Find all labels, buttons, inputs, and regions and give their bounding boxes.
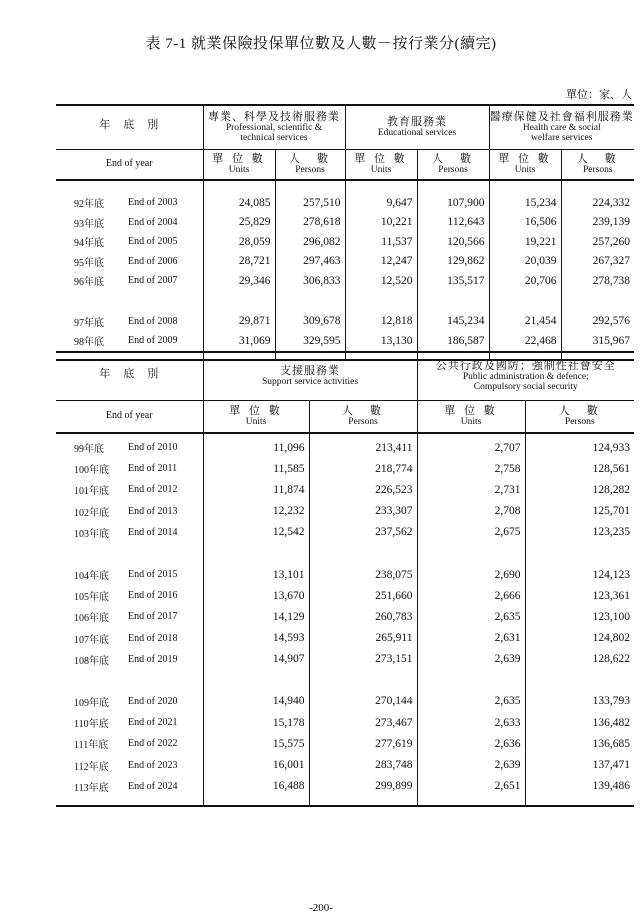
sub-persons-en: Persons xyxy=(348,417,378,428)
row-year-en: End of 2003 xyxy=(128,197,178,209)
cell-value: 2,690 xyxy=(417,564,525,585)
table-row xyxy=(56,712,634,733)
sub-units-zh: 單 位 數 xyxy=(229,405,283,418)
cell-value: 2,639 xyxy=(417,649,525,670)
row-year-zh: 112年底 xyxy=(74,761,109,773)
table-2 xyxy=(56,351,634,446)
cell-value: 12,232 xyxy=(203,501,309,522)
sub-header-persons xyxy=(275,149,345,180)
row-year-zh: 106年底 xyxy=(74,613,109,625)
row-year-en: End of 2006 xyxy=(128,255,178,267)
cell-value: 25,829 xyxy=(203,213,275,233)
table-row xyxy=(56,479,634,500)
table-row xyxy=(56,331,634,351)
cell-value: 13,101 xyxy=(203,564,309,585)
table-row xyxy=(56,606,634,627)
sub-header-persons xyxy=(417,149,489,180)
table-row xyxy=(56,252,634,272)
sub-units-en: Units xyxy=(514,165,536,176)
col-header-education xyxy=(345,105,489,149)
col-header-en1: Professional, scientific & xyxy=(225,122,323,133)
row-year-zh: 98年底 xyxy=(74,337,104,349)
row-year-en: End of 2023 xyxy=(128,759,178,771)
col-header-en2: welfare services xyxy=(531,132,593,143)
col-header-zh: 公共行政及國防；強制性社會安全 xyxy=(435,359,616,372)
col-header-health xyxy=(489,105,634,149)
cell-value: 123,235 xyxy=(525,522,634,543)
sub-persons-en: Persons xyxy=(564,417,595,428)
cell-value: 9,647 xyxy=(345,193,417,213)
row-year-en: End of 2007 xyxy=(128,275,178,287)
col-header-en2: Educational services xyxy=(377,127,457,138)
row-year-en: End of 2012 xyxy=(128,484,178,496)
sub-persons-en: Persons xyxy=(295,165,325,176)
cell-value: 15,575 xyxy=(203,733,309,754)
row-year-zh: 97年底 xyxy=(74,317,104,329)
page-number: -200- xyxy=(309,902,333,914)
cell-value: 277,619 xyxy=(309,733,417,754)
cell-value: 2,731 xyxy=(417,479,525,500)
cell-value: 2,635 xyxy=(417,691,525,712)
col-header-zh: 支援服務業 xyxy=(280,364,340,377)
cell-value: 13,130 xyxy=(345,331,417,351)
row-year-zh: 105年底 xyxy=(74,592,109,604)
row-year-zh: 93年底 xyxy=(74,218,104,230)
sub-header-units xyxy=(417,400,525,433)
table-row xyxy=(56,312,634,332)
cell-value: 2,636 xyxy=(417,733,525,754)
cell-value: 11,537 xyxy=(345,232,417,252)
col-header-zh: 醫療保健及社會福利服務業 xyxy=(489,110,634,123)
cell-value: 233,307 xyxy=(309,501,417,522)
cell-value: 237,562 xyxy=(309,522,417,543)
cell-value: 260,783 xyxy=(309,606,417,627)
table-row xyxy=(56,733,634,754)
row-year-zh: 111年底 xyxy=(74,740,109,752)
cell-value: 13,670 xyxy=(203,585,309,606)
cell-value: 137,471 xyxy=(525,754,634,775)
cell-value: 186,587 xyxy=(417,331,489,351)
cell-value: 297,463 xyxy=(275,252,345,272)
cell-value: 128,561 xyxy=(525,458,634,479)
row-year-en: End of 2018 xyxy=(128,632,178,644)
cell-value: 125,701 xyxy=(525,501,634,522)
row-year-en: End of 2017 xyxy=(128,611,178,623)
sub-persons-zh: 人 數 xyxy=(432,153,474,166)
cell-value: 2,675 xyxy=(417,522,525,543)
cell-value: 329,595 xyxy=(275,331,345,351)
cell-value: 12,520 xyxy=(345,271,417,291)
cell-value: 10,221 xyxy=(345,213,417,233)
row-year-zh: 96年底 xyxy=(74,277,104,289)
col-header-public-admin xyxy=(417,352,634,400)
cell-value: 129,862 xyxy=(417,252,489,272)
row-year-zh: 94年底 xyxy=(74,238,104,250)
cell-value: 139,486 xyxy=(525,776,634,797)
row-year-zh: 110年底 xyxy=(74,719,109,731)
year-header-en-cell xyxy=(56,149,203,180)
row-year-en: End of 2009 xyxy=(128,335,178,347)
cell-value: 213,411 xyxy=(309,437,417,458)
cell-value: 267,327 xyxy=(561,252,634,272)
cell-value: 107,900 xyxy=(417,193,489,213)
sub-persons-zh: 人 數 xyxy=(576,153,619,166)
cell-value: 270,144 xyxy=(309,691,417,712)
sub-persons-zh: 人 數 xyxy=(558,405,601,418)
row-year-en: End of 2005 xyxy=(128,236,178,248)
cell-value: 2,708 xyxy=(417,501,525,522)
sub-units-zh: 單 位 數 xyxy=(212,153,266,166)
row-year-en: End of 2015 xyxy=(128,569,178,581)
col-header-zh: 專業、科學及技術服務業 xyxy=(208,110,340,123)
table-row xyxy=(56,232,634,252)
sub-header-persons xyxy=(309,400,417,433)
col-header-en2: Compulsory social security xyxy=(473,381,578,392)
cell-value: 19,221 xyxy=(489,232,561,252)
cell-value: 12,542 xyxy=(203,522,309,543)
cell-value: 28,721 xyxy=(203,252,275,272)
cell-value: 136,685 xyxy=(525,733,634,754)
cell-value: 2,651 xyxy=(417,776,525,797)
cell-value: 11,096 xyxy=(203,437,309,458)
sub-units-zh: 單 位 數 xyxy=(444,405,498,418)
cell-value: 128,282 xyxy=(525,479,634,500)
cell-value: 292,576 xyxy=(561,312,634,332)
year-header-zh: 年 底 別 xyxy=(99,368,160,380)
cell-value: 29,346 xyxy=(203,271,275,291)
cell-value: 123,100 xyxy=(525,606,634,627)
cell-value: 14,940 xyxy=(203,691,309,712)
row-year-en: End of 2022 xyxy=(128,738,178,750)
sub-header-persons xyxy=(525,400,634,433)
row-year-en: End of 2020 xyxy=(128,695,178,707)
cell-value: 2,758 xyxy=(417,458,525,479)
cell-value: 124,933 xyxy=(525,437,634,458)
table-row xyxy=(56,776,634,797)
cell-value: 265,911 xyxy=(309,628,417,649)
cell-value: 22,468 xyxy=(489,331,561,351)
row-year-en: End of 2024 xyxy=(128,780,178,792)
row-year-en: End of 2014 xyxy=(128,526,178,538)
row-year-zh: 92年底 xyxy=(74,199,104,211)
cell-value: 20,039 xyxy=(489,252,561,272)
sub-header-units xyxy=(203,149,275,180)
cell-value: 239,139 xyxy=(561,213,634,233)
year-header-zh: 年 底 別 xyxy=(99,119,160,131)
cell-value: 224,332 xyxy=(561,193,634,213)
cell-value: 12,818 xyxy=(345,312,417,332)
cell-value: 15,234 xyxy=(489,193,561,213)
row-year-zh: 113年底 xyxy=(74,782,109,794)
sub-persons-zh: 人 數 xyxy=(289,153,331,166)
cell-value: 123,361 xyxy=(525,585,634,606)
year-header-en: End of year xyxy=(105,158,153,170)
page-title: 表 7-1 就業保險投保單位數及人數－按行業分(續完) xyxy=(145,36,497,52)
cell-value: 273,467 xyxy=(309,712,417,733)
cell-value: 120,566 xyxy=(417,232,489,252)
row-year-zh: 99年底 xyxy=(74,444,104,456)
row-year-zh: 108年底 xyxy=(74,655,109,667)
row-year-en: End of 2019 xyxy=(128,653,178,665)
row-year-en: End of 2004 xyxy=(128,216,178,228)
cell-value: 21,454 xyxy=(489,312,561,332)
row-year-zh: 95年底 xyxy=(74,257,104,269)
cell-value: 128,622 xyxy=(525,649,634,670)
cell-value: 315,967 xyxy=(561,331,634,351)
row-year-zh: 102年底 xyxy=(74,507,109,519)
cell-value: 2,633 xyxy=(417,712,525,733)
table-2-body xyxy=(56,437,634,807)
cell-value: 306,833 xyxy=(275,271,345,291)
cell-value: 226,523 xyxy=(309,479,417,500)
row-year-en: End of 2016 xyxy=(128,590,178,602)
cell-value: 218,774 xyxy=(309,458,417,479)
row-year-zh: 101年底 xyxy=(74,486,109,498)
table-row xyxy=(56,628,634,649)
unit-label: 單位：家、人 xyxy=(566,89,632,101)
sub-units-zh: 單 位 數 xyxy=(354,153,408,166)
cell-value: 112,643 xyxy=(417,213,489,233)
row-year-en: End of 2013 xyxy=(128,505,178,517)
table-row xyxy=(56,213,634,233)
cell-value: 20,706 xyxy=(489,271,561,291)
cell-value: 309,678 xyxy=(275,312,345,332)
row-year-zh: 100年底 xyxy=(74,465,109,477)
row-year-zh: 104年底 xyxy=(74,571,109,583)
cell-value: 11,585 xyxy=(203,458,309,479)
sub-header-units xyxy=(203,400,309,433)
cell-value: 257,260 xyxy=(561,232,634,252)
cell-value: 14,593 xyxy=(203,628,309,649)
cell-value: 299,899 xyxy=(309,776,417,797)
cell-value: 16,488 xyxy=(203,776,309,797)
sub-header-units xyxy=(345,149,417,180)
table-row xyxy=(56,585,634,606)
cell-value: 24,085 xyxy=(203,193,275,213)
row-year-zh: 107年底 xyxy=(74,634,109,646)
table-row xyxy=(56,458,634,479)
sub-persons-en: Persons xyxy=(438,165,468,176)
cell-value: 124,802 xyxy=(525,628,634,649)
cell-value: 2,707 xyxy=(417,437,525,458)
cell-value: 133,793 xyxy=(525,691,634,712)
table-row xyxy=(56,437,634,458)
cell-value: 278,618 xyxy=(275,213,345,233)
cell-value: 16,001 xyxy=(203,754,309,775)
cell-value: 135,517 xyxy=(417,271,489,291)
cell-value: 283,748 xyxy=(309,754,417,775)
cell-value: 124,123 xyxy=(525,564,634,585)
year-header-en: End of year xyxy=(105,410,153,422)
sub-persons-en: Persons xyxy=(582,165,613,176)
sub-units-zh: 單 位 數 xyxy=(498,153,552,166)
cell-value: 2,639 xyxy=(417,754,525,775)
table-row xyxy=(56,501,634,522)
sub-header-units xyxy=(489,149,561,180)
col-header-en1: Health care & social xyxy=(522,122,601,133)
row-year-zh: 109年底 xyxy=(74,697,109,709)
cell-value: 31,069 xyxy=(203,331,275,351)
row-year-zh: 103年底 xyxy=(74,528,109,540)
row-year-en: End of 2010 xyxy=(128,442,178,454)
cell-value: 296,082 xyxy=(275,232,345,252)
cell-value: 2,635 xyxy=(417,606,525,627)
sub-persons-zh: 人 數 xyxy=(342,405,384,418)
row-year-en: End of 2021 xyxy=(128,717,178,729)
sub-units-en: Units xyxy=(245,417,267,428)
cell-value: 28,059 xyxy=(203,232,275,252)
cell-value: 278,738 xyxy=(561,271,634,291)
cell-value: 11,874 xyxy=(203,479,309,500)
sub-header-persons xyxy=(561,149,634,180)
cell-value: 251,660 xyxy=(309,585,417,606)
cell-value: 12,247 xyxy=(345,252,417,272)
cell-value: 136,482 xyxy=(525,712,634,733)
table-row xyxy=(56,691,634,712)
col-header-en2: technical services xyxy=(240,132,308,143)
cell-value: 273,151 xyxy=(309,649,417,670)
table-1 xyxy=(56,104,634,361)
table-row xyxy=(56,754,634,775)
table-row xyxy=(56,564,634,585)
cell-value: 14,907 xyxy=(203,649,309,670)
col-header-en2: Support service activities xyxy=(261,376,359,387)
row-year-en: End of 2008 xyxy=(128,315,178,327)
col-header-zh: 教育服務業 xyxy=(387,115,447,128)
cell-value: 29,871 xyxy=(203,312,275,332)
cell-value: 145,234 xyxy=(417,312,489,332)
col-header-support xyxy=(203,352,417,400)
cell-value: 2,666 xyxy=(417,585,525,606)
table-row xyxy=(56,193,634,213)
sub-units-en: Units xyxy=(228,165,250,176)
year-header-cell xyxy=(56,352,203,400)
sub-units-en: Units xyxy=(370,165,392,176)
row-year-en: End of 2011 xyxy=(128,463,178,475)
year-header-cell xyxy=(56,105,203,149)
table-row xyxy=(56,649,634,670)
table-row xyxy=(56,271,634,291)
sub-units-en: Units xyxy=(460,417,482,428)
cell-value: 16,506 xyxy=(489,213,561,233)
cell-value: 238,075 xyxy=(309,564,417,585)
cell-value: 257,510 xyxy=(275,193,345,213)
table-row xyxy=(56,522,634,543)
cell-value: 14,129 xyxy=(203,606,309,627)
cell-value: 2,631 xyxy=(417,628,525,649)
year-header-en-cell xyxy=(56,400,203,433)
cell-value: 15,178 xyxy=(203,712,309,733)
col-header-professional xyxy=(203,105,345,149)
col-header-en1: Public administration & defence; xyxy=(462,371,589,382)
